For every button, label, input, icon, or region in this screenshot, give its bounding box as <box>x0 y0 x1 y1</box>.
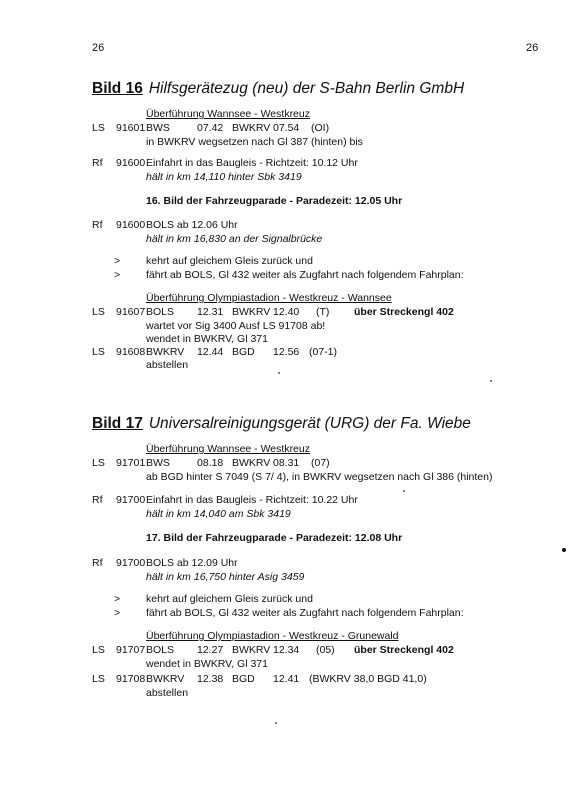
train-number: 91600 <box>116 157 146 169</box>
departure-time: 12.31 <box>197 306 224 318</box>
train-number: 91701 <box>116 457 146 469</box>
section-number: Bild 16 <box>92 80 143 97</box>
train-note: (BWKRV 38,0 BGD 41,0) <box>309 673 427 685</box>
train-number: 91600 <box>116 219 146 231</box>
train-number: 91608 <box>116 346 146 358</box>
train-number: 91708 <box>116 673 146 685</box>
train-note: (T) <box>316 306 330 318</box>
arrival-time: 07.54 <box>273 122 300 134</box>
stop-location: hält in km 14,040 am Sbk 3419 <box>146 508 291 520</box>
section-heading <box>92 415 471 433</box>
departure-time: 12.27 <box>197 644 224 656</box>
route-heading: Überführung Olympiastadion - Westkreuz - Grunewald <box>146 630 399 642</box>
to-station: BGD <box>232 673 255 685</box>
to-station: BWKRV <box>232 306 271 318</box>
parade-time: 16. Bild der Fahrzeugparade - Paradezeit: 12.05 Uhr <box>146 195 403 207</box>
departure-time: 12.38 <box>197 673 224 685</box>
from-station: BWKRV <box>146 673 185 685</box>
from-station: BWS <box>146 457 170 469</box>
bullet-text: fährt ab BOLS, Gl 432 weiter als Zugfahrt nach folgendem Fahrplan: <box>146 269 464 281</box>
bullet-text: kehrt auf gleichem Gleis zurück und <box>146 593 313 605</box>
instruction-line: wendet in BWKRV, Gl 371 <box>146 658 268 670</box>
from-station: BOLS <box>146 306 175 318</box>
route-via: über Streckengl 402 <box>354 306 454 318</box>
train-type: LS <box>92 346 105 358</box>
bullet-text: fährt ab BOLS, Gl 432 weiter als Zugfahrt nach folgendem Fahrplan: <box>146 607 464 619</box>
stop-location: hält in km 14,110 hinter Sbk 3419 <box>146 171 302 183</box>
departure-time: 07.42 <box>197 122 224 134</box>
from-station: BWKRV <box>146 346 185 358</box>
train-type: Rf <box>92 494 103 506</box>
schedule-text: Einfahrt in das Baugleis - Richtzeit: 10.12 Uhr <box>146 157 358 169</box>
schedule-text: BOLS ab 12.06 Uhr <box>146 219 238 231</box>
parade-time: 17. Bild der Fahrzeugparade - Paradezeit: 12.08 Uhr <box>146 532 403 544</box>
train-type: Rf <box>92 557 103 569</box>
schedule-text: Einfahrt in das Baugleis - Richtzeit: 10.22 Uhr <box>146 494 358 506</box>
train-type: LS <box>92 306 105 318</box>
stop-location: hält in km 16,750 hinter Asig 3459 <box>146 571 305 583</box>
route-heading: Überführung Wannsee - Westkreuz <box>146 108 310 120</box>
scan-speck <box>278 372 280 374</box>
train-note: (07) <box>311 457 330 469</box>
instruction-line: in BWKRV wegsetzen nach Gl 387 (hinten) bis <box>146 136 363 148</box>
departure-time: 12.44 <box>197 346 224 358</box>
from-station: BWS <box>146 122 170 134</box>
arrival-time: 12.56 <box>273 346 300 358</box>
train-number: 91707 <box>116 644 146 656</box>
instruction-line: ab BGD hinter S 7049 (S 7/ 4), in BWKRV wegsetzen nach Gl 386 (hinten) <box>146 471 493 483</box>
arrival-time: 12.34 <box>273 644 300 656</box>
section-number: Bild 17 <box>92 415 143 432</box>
from-station: BOLS <box>146 644 175 656</box>
page-number-left: 26 <box>92 42 105 54</box>
section-title: Universalreinigungsgerät (URG) der Fa. Wiebe <box>148 415 471 432</box>
page-number-right: 26 <box>526 42 539 54</box>
train-note: (07-1) <box>309 346 338 358</box>
schedule-text: BOLS ab 12.09 Uhr <box>146 557 238 569</box>
to-station: BWKRV <box>232 644 271 656</box>
scan-speck <box>403 490 405 492</box>
arrival-time: 08.31 <box>273 457 300 469</box>
bullet-marker: > <box>114 269 121 281</box>
to-station: BWKRV <box>232 122 271 134</box>
instruction-line: abstellen <box>146 359 189 371</box>
to-station: BWKRV <box>232 457 271 469</box>
bullet-marker: > <box>114 255 121 267</box>
train-type: LS <box>92 457 105 469</box>
scan-speck <box>562 548 566 552</box>
train-number: 91607 <box>116 306 146 318</box>
route-via: über Streckengl 402 <box>354 644 454 656</box>
scan-speck <box>490 380 492 382</box>
train-number: 91601 <box>116 122 146 134</box>
instruction-line: wartet vor Sig 3400 Ausf LS 91708 ab! <box>146 320 326 332</box>
train-type: LS <box>92 673 105 685</box>
bullet-marker: > <box>114 607 121 619</box>
train-note: (05) <box>316 644 335 656</box>
stop-location: hält in km 16,830 an der Signalbrücke <box>146 233 323 245</box>
train-number: 91700 <box>116 494 146 506</box>
section-heading <box>92 80 464 98</box>
bullet-text: kehrt auf gleichem Gleis zurück und <box>146 255 313 267</box>
arrival-time: 12.40 <box>273 306 300 318</box>
section-title: Hilfsgerätezug (neu) der S-Bahn Berlin GmbH <box>148 80 465 97</box>
route-heading: Überführung Wannsee - Westkreuz <box>146 443 310 455</box>
instruction-line: abstellen <box>146 687 189 699</box>
scan-speck <box>275 722 277 724</box>
train-type: LS <box>92 122 105 134</box>
to-station: BGD <box>232 346 255 358</box>
train-type: LS <box>92 644 105 656</box>
train-type: Rf <box>92 157 103 169</box>
route-heading: Überführung Olympiastadion - Westkreuz - Wannsee <box>146 292 392 304</box>
train-type: Rf <box>92 219 103 231</box>
train-note: (OI) <box>311 122 330 134</box>
bullet-marker: > <box>114 593 121 605</box>
instruction-line: wendet in BWKRV, Gl 371 <box>146 333 268 345</box>
departure-time: 08.18 <box>197 457 224 469</box>
train-number: 91700 <box>116 557 146 569</box>
arrival-time: 12.41 <box>273 673 300 685</box>
